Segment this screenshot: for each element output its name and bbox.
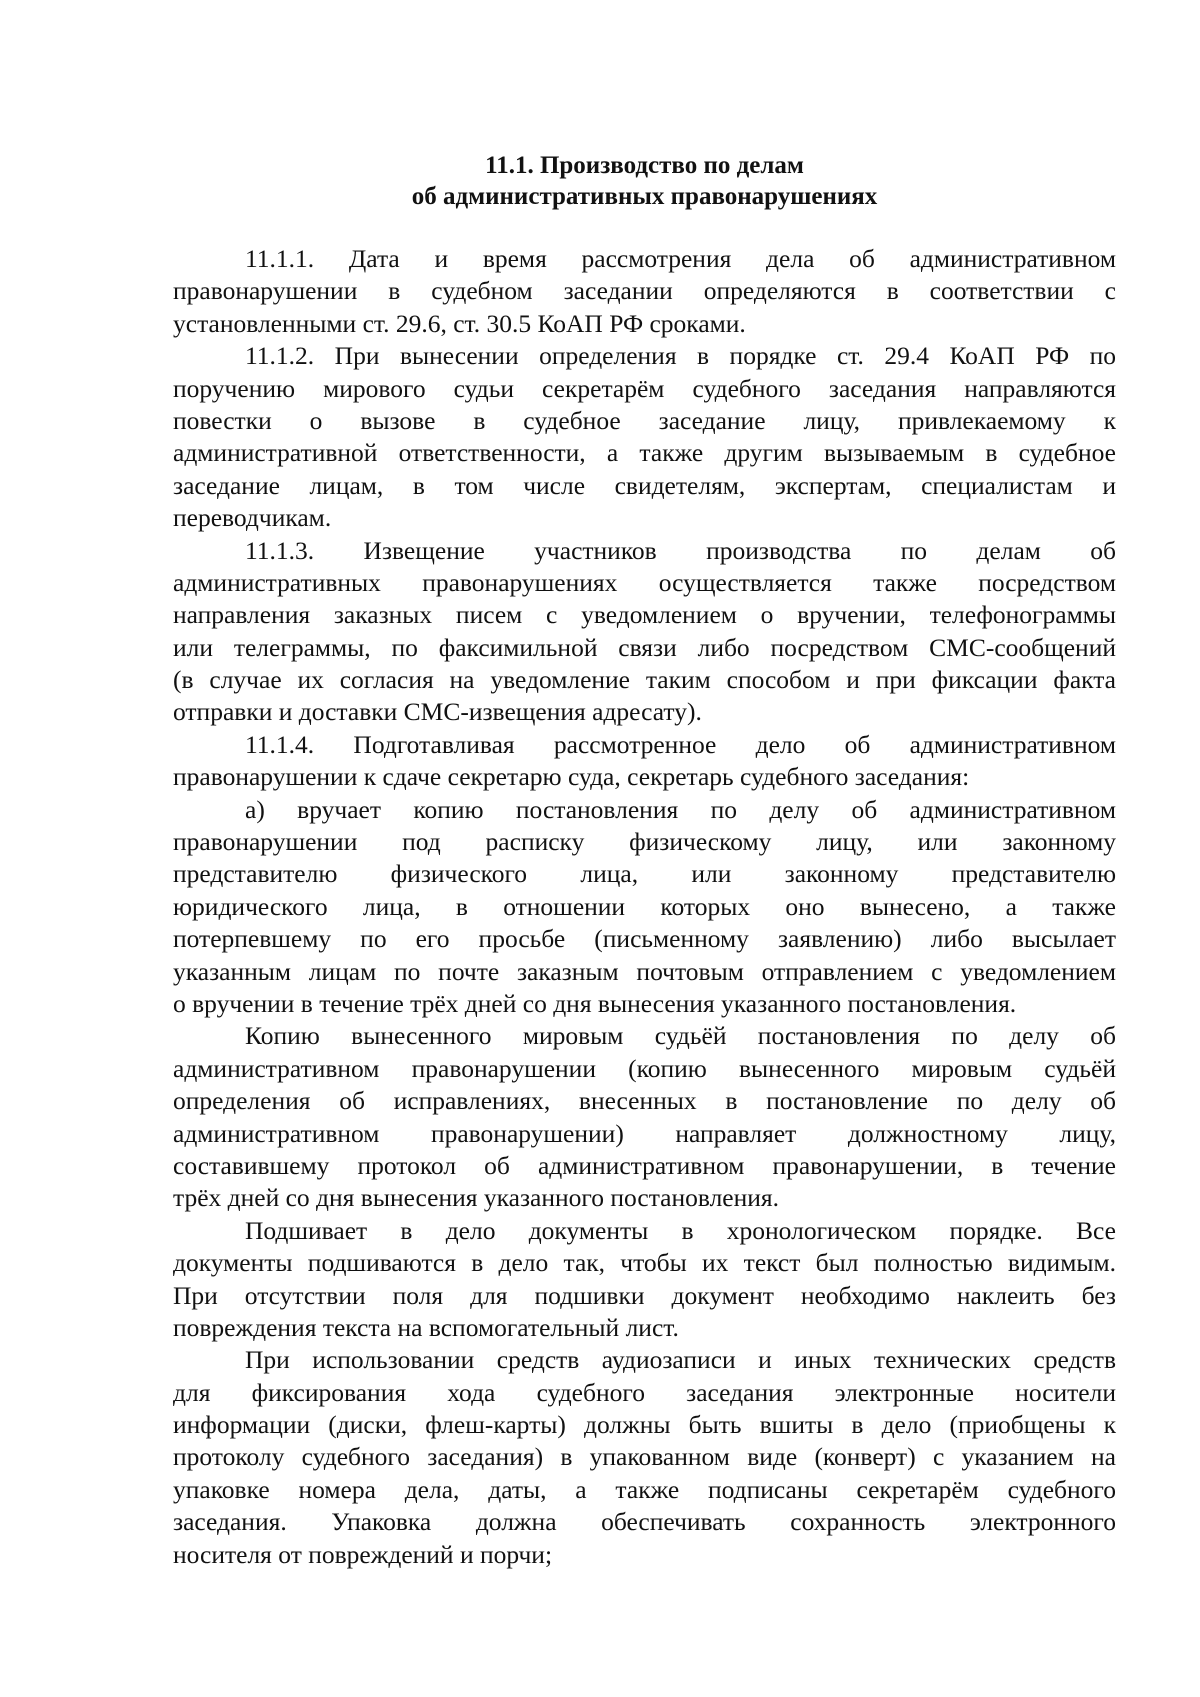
text-line: административных правонарушениях осуществляется также посредством — [173, 567, 1116, 597]
text-line: составившему протокол об административном правонарушении, в течение — [173, 1150, 1116, 1180]
text-line: указанным лицам по почте заказным почтовым отправлением с уведомлением — [173, 956, 1116, 986]
text-line: протоколу судебного заседания) в упакованном виде (конверт) с указанием на — [173, 1442, 1116, 1472]
heading-line-1: 11.1. Производство по делам — [485, 152, 804, 179]
text-line: 11.1.2. При вынесении определения в порядке ст. 29.4 КоАП РФ по — [245, 341, 1116, 371]
text-line: правонарушении под расписку физическому лицу, или законному — [173, 827, 1116, 857]
text-line: 11.1.3. Извещение участников производства по делам об — [245, 535, 1116, 565]
section-heading — [173, 150, 1116, 212]
text-line: трёх дней со дня вынесения указанного постановления. — [173, 1183, 780, 1213]
text-line: заседание лицам, в том числе свидетелям, экспертам, специалистам и — [173, 470, 1116, 500]
text-line: заседания. Упаковка должна обеспечивать сохранность электронного — [173, 1507, 1116, 1537]
text-line: для фиксирования хода судебного заседания электронные носители — [173, 1377, 1116, 1407]
text-line: 11.1.4. Подготавливая рассмотренное дело об административном — [245, 729, 1116, 759]
text-line: 11.1.1. Дата и время рассмотрения дела об административном — [245, 244, 1116, 273]
text-line: При использовании средств аудиозаписи и иных технических средств — [245, 1345, 1116, 1375]
text-line: направления заказных писем с уведомлением о вручении, телефонограммы — [173, 600, 1116, 630]
text-line: административном правонарушении (копию вынесенного мировым судьёй — [173, 1053, 1116, 1083]
text-line: (в случае их согласия на уведомление таким способом и при фиксации факта — [173, 665, 1116, 695]
text-line: о вручении в течение трёх дней со дня вынесения указанного постановления. — [173, 988, 1017, 1018]
text-line: или телеграммы, по факсимильной связи либо посредством СМС-сообщений — [173, 632, 1116, 662]
text-line: а) вручает копию постановления по делу об административном — [245, 794, 1116, 824]
text-line: упаковке номера дела, даты, а также подписаны секретарём судебного — [173, 1474, 1116, 1504]
text-line: отправки и доставки СМС-извещения адресату). — [173, 697, 702, 727]
document-body — [173, 243, 1116, 1571]
text-line: правонарушении в судебном заседании определяются в соответствии с — [173, 276, 1116, 306]
text-line: Подшивает в дело документы в хронологическом порядке. Все — [245, 1215, 1116, 1245]
text-line: носителя от повреждений и порчи; — [173, 1539, 553, 1569]
text-line: представителю физического лица, или законному представителю — [173, 859, 1116, 889]
text-line: административной ответственности, а также другим вызываемым в судебное — [173, 438, 1116, 468]
text-line: повестки о вызове в судебное заседание лицу, привлекаемому к — [173, 405, 1116, 435]
text-line: юридического лица, в отношении которых оно вынесено, а также — [173, 891, 1116, 921]
text-line: переводчикам. — [173, 503, 332, 533]
text-line: потерпевшему по его просьбе (письменному заявлению) либо высылает — [173, 924, 1116, 954]
text-line: повреждения текста на вспомогательный лист. — [173, 1312, 679, 1342]
text-line: При отсутствии поля для подшивки документ необходимо наклеить без — [173, 1280, 1116, 1310]
text-line: определения об исправлениях, внесенных в постановление по делу об — [173, 1086, 1116, 1116]
heading-line-2: об административных правонарушениях — [411, 183, 878, 210]
text-line: поручению мирового судьи секретарём судебного заседания направляются — [173, 373, 1116, 403]
text-line: установленными ст. 29.6, ст. 30.5 КоАП РФ сроками. — [173, 308, 746, 338]
text-line: правонарушении к сдаче секретарю суда, секретарь судебного заседания: — [173, 762, 970, 792]
text-line: документы подшиваются в дело так, чтобы их текст был полностью видимым. — [173, 1248, 1116, 1278]
text-line: информации (диски, флеш-карты) должны быть вшиты в дело (приобщены к — [173, 1410, 1116, 1440]
text-line: Копию вынесенного мировым судьёй постановления по делу об — [245, 1021, 1116, 1051]
text-line: административном правонарушении) направляет должностному лицу, — [173, 1118, 1116, 1148]
